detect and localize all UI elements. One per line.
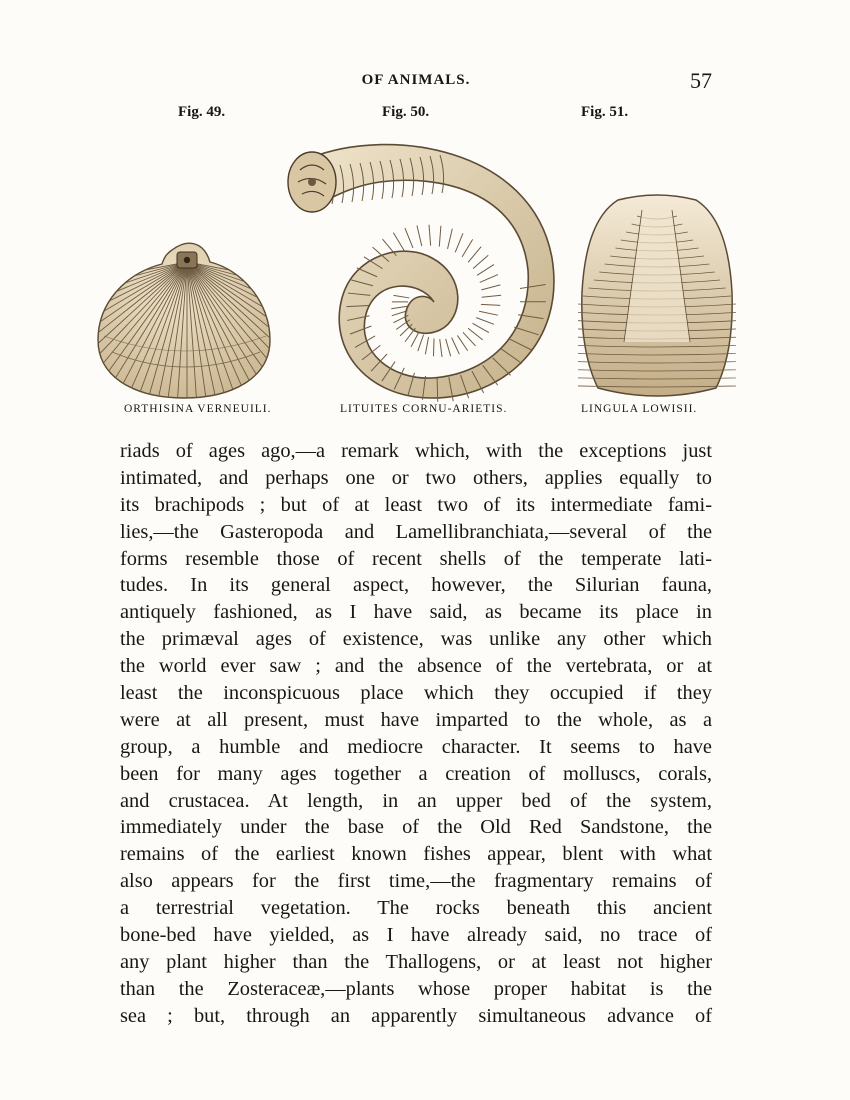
figure-label-49: Fig. 49. xyxy=(178,104,226,120)
orthisina-shell-illustration xyxy=(92,232,282,402)
figure-label-51: Fig. 51. xyxy=(581,104,629,120)
page-number: 57 xyxy=(690,68,712,93)
text-line: the world ever saw ; and the absence of the vertebrata, or at xyxy=(120,655,712,678)
text-line: bone-bed have yielded, as I have already said, no trace of xyxy=(120,924,712,947)
text-line: were at all present, must have imparted to the whole, as a xyxy=(120,708,712,731)
text-line: least the inconspicuous place which they occupied if they xyxy=(120,682,712,705)
figure-caption-49: ORTHISINA VERNEUILI. xyxy=(124,403,272,415)
text-line: immediately under the base of the Old Red Sandstone, the xyxy=(120,816,712,839)
text-line: any plant higher than the Thallogens, or at least not higher xyxy=(120,950,712,973)
text-line: lies,—the Gasteropoda and Lamellibranchiata,—several of the xyxy=(120,520,712,543)
lituites-coiled-shell-illustration xyxy=(270,130,570,402)
text-line: a terrestrial vegetation. The rocks beneath this ancient xyxy=(120,897,712,920)
lingula-shell-illustration xyxy=(578,192,736,402)
text-line: intimated, and perhaps one or two others, applies equally to xyxy=(120,466,712,489)
running-head xyxy=(120,68,712,92)
running-title: OF ANIMALS. xyxy=(361,72,471,88)
text-line: antiquely fashioned, as I have said, as became its place in xyxy=(120,601,712,624)
text-line: tudes. In its general aspect, however, the Silurian fauna, xyxy=(120,574,712,597)
text-line: remains of the earliest known fishes appear, blent with what xyxy=(120,843,712,866)
figure-label-50: Fig. 50. xyxy=(382,104,430,120)
body-text xyxy=(120,438,712,1030)
text-line: group, a humble and mediocre character. It seems to have xyxy=(120,735,712,758)
text-line: its brachipods ; but of at least two of its intermediate fami- xyxy=(120,493,712,516)
text-line: been for many ages together a creation of molluscs, corals, xyxy=(120,762,712,785)
figure-caption-51: LINGULA LOWISII. xyxy=(581,403,698,415)
text-line: riads of ages ago,—a remark which, with the exceptions just xyxy=(120,440,712,462)
figure-caption-50: LITUITES CORNU-ARIETIS. xyxy=(340,403,508,415)
text-line: sea ; but, through an apparently simultaneous advance of xyxy=(120,1004,712,1027)
text-line: and crustacea. At length, in an upper bed of the system, xyxy=(120,789,712,812)
text-line: forms resemble those of recent shells of the temperate lati- xyxy=(120,547,712,570)
text-line: than the Zosteraceæ,—plants whose proper habitat is the xyxy=(120,977,712,1000)
text-line: the primæval ages of existence, was unlike any other which xyxy=(120,628,712,651)
text-line: also appears for the first time,—the fragmentary remains of xyxy=(120,870,712,893)
